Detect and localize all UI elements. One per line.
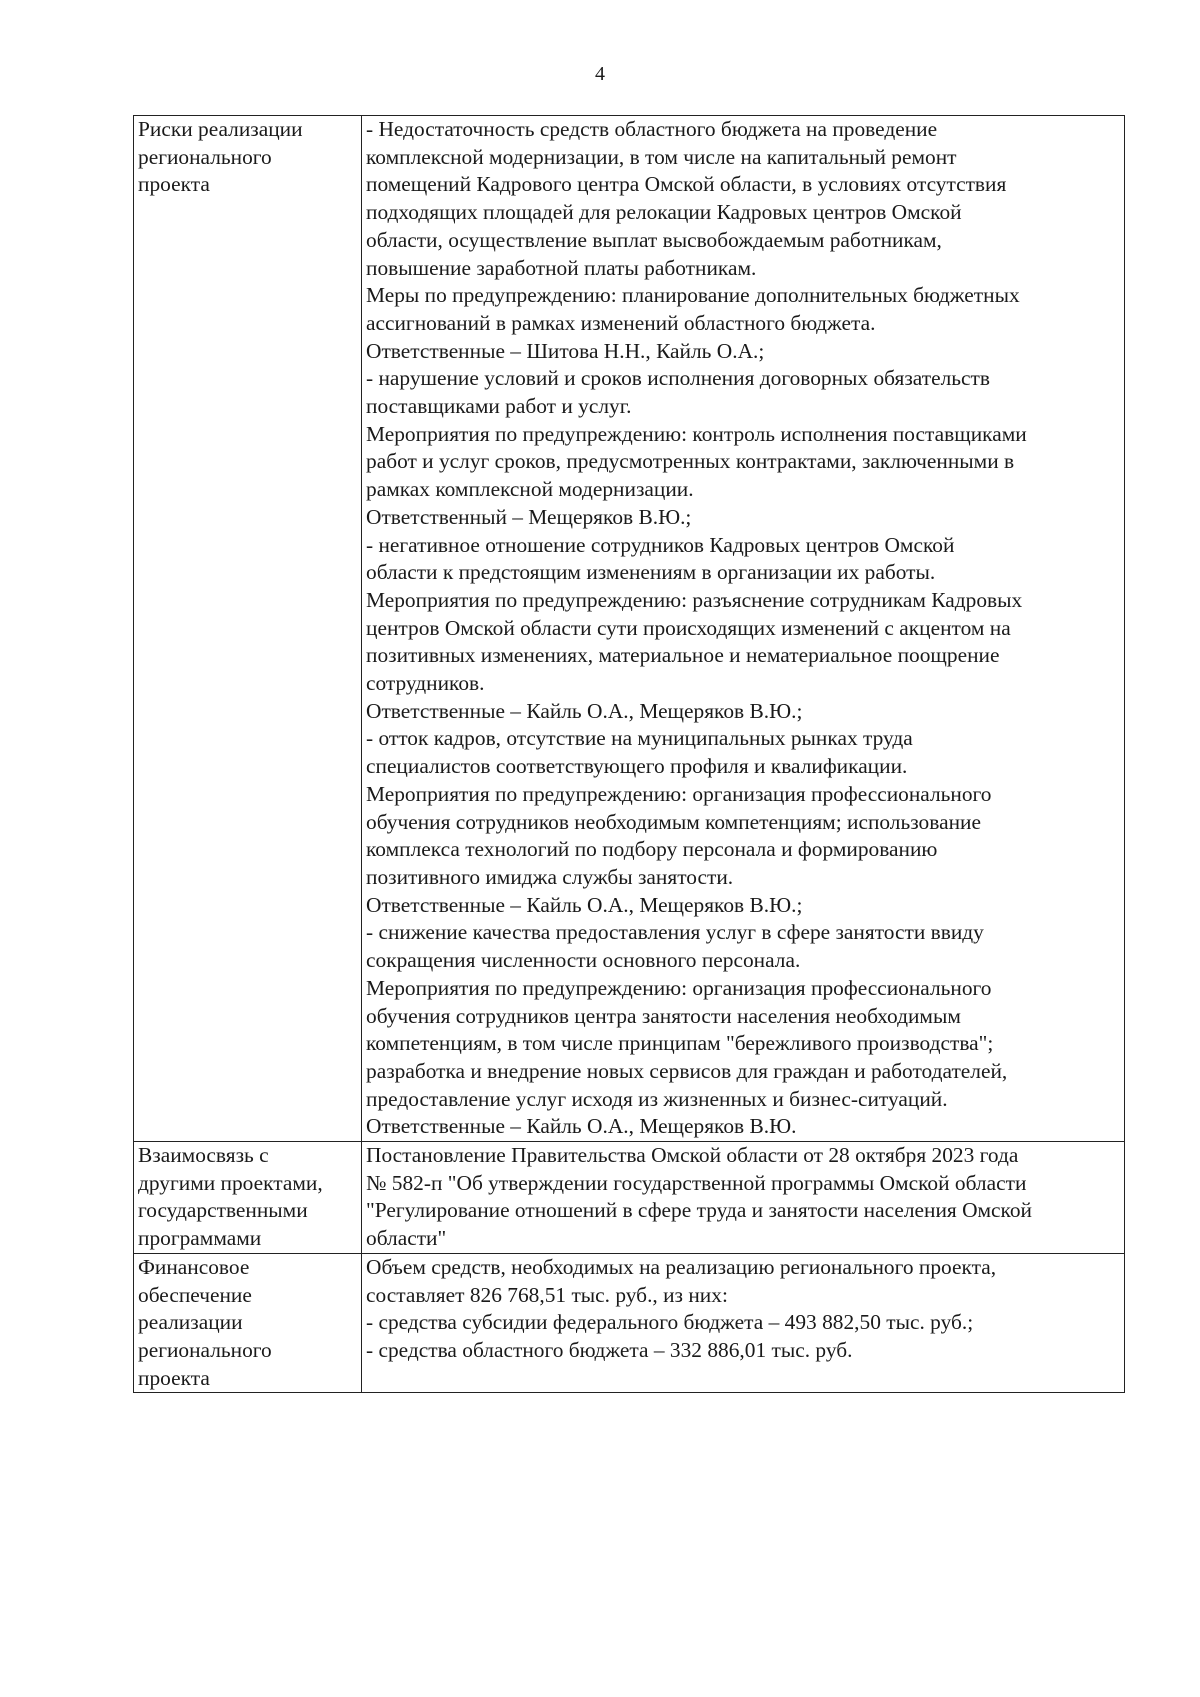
content-line: Меры по предупреждению: планирование дополнительных бюджетных — [366, 283, 1020, 308]
row-label-financing — [134, 1253, 362, 1393]
table-row-financing — [134, 1253, 1125, 1393]
label-line: регионального — [138, 144, 272, 169]
label-line: программами — [138, 1226, 262, 1251]
content-line: Ответственные – Кайль О.А., Мещеряков В.Ю.; — [366, 698, 803, 723]
content-line: сотрудников. — [366, 671, 485, 696]
content-line: обучения сотрудников центра занятости населения необходимым — [366, 1003, 961, 1028]
label-line: другими проектами, — [138, 1170, 323, 1195]
page-number: 4 — [595, 63, 605, 85]
content-line: ассигнований в рамках изменений областного бюджета. — [366, 310, 876, 335]
content-line: подходящих площадей для релокации Кадровых центров Омской — [366, 200, 962, 225]
content-line: области, осуществление выплат высвобождаемым работникам, — [366, 227, 942, 252]
content-line: работ и услуг сроков, предусмотренных контрактами, заключенными в — [366, 449, 1015, 474]
label-line: Финансовое — [138, 1254, 250, 1279]
content-line: специалистов соответствующего профиля и квалификации. — [366, 754, 908, 779]
content-line: компетенциям, в том числе принципам "бережливого производства"; — [366, 1031, 994, 1056]
content-line: помещений Кадрового центра Омской области, в условиях отсутствия — [366, 172, 1007, 197]
content-line: области" — [366, 1226, 447, 1251]
content-line: "Регулирование отношений в сфере труда и занятости населения Омской — [366, 1198, 1033, 1223]
content-line: позитивных изменениях, материальное и нематериальное поощрение — [366, 643, 1000, 668]
content-line: - средства областного бюджета – 332 886,01 тыс. руб. — [366, 1337, 853, 1362]
content-line: центров Омской области сути происходящих изменений с акцентом на — [366, 615, 1011, 640]
label-line: обеспечение — [138, 1282, 252, 1307]
label-line: проекта — [138, 172, 210, 197]
label-line: реализации — [138, 1310, 243, 1335]
content-line: Постановление Правительства Омской области от 28 октября 2023 года — [366, 1143, 1019, 1168]
label-line: государственными — [138, 1198, 308, 1223]
content-line: комплекса технологий по подбору персонала и формированию — [366, 837, 938, 862]
row-content-financing — [362, 1253, 1125, 1393]
project-passport-table — [133, 115, 1125, 1393]
content-line: сокращения численности основного персонала. — [366, 948, 801, 973]
content-line: обучения сотрудников необходимым компетенциям; использование — [366, 809, 981, 834]
content-line: комплексной модернизации, в том числе на капитальный ремонт — [366, 144, 957, 169]
label-line: Взаимосвязь с — [138, 1143, 269, 1168]
content-line: № 582-п "Об утверждении государственной программы Омской области — [366, 1170, 1027, 1195]
content-line: позитивного имиджа службы занятости. — [366, 864, 734, 889]
content-line: разработка и внедрение новых сервисов для граждан и работодателей, — [366, 1058, 1008, 1083]
row-content-risks — [362, 116, 1125, 1142]
row-content-links — [362, 1142, 1125, 1254]
row-label-risks — [134, 116, 362, 1142]
label-line: регионального — [138, 1337, 272, 1362]
label-line: проекта — [138, 1365, 210, 1390]
content-line: Ответственный – Мещеряков В.Ю.; — [366, 504, 692, 529]
content-line: области к предстоящим изменениям в организации их работы. — [366, 560, 936, 585]
content-line: Объем средств, необходимых на реализацию регионального проекта, — [366, 1254, 997, 1279]
content-line: Ответственные – Кайль О.А., Мещеряков В.Ю. — [366, 1114, 797, 1139]
content-line: Ответственные – Шитова Н.Н., Кайль О.А.; — [366, 338, 765, 363]
content-line: Мероприятия по предупреждению: разъяснение сотрудникам Кадровых — [366, 587, 1023, 612]
table-row-links — [134, 1142, 1125, 1254]
label-line: Риски реализации — [138, 117, 303, 141]
content-line: Мероприятия по предупреждению: организация профессионального — [366, 975, 992, 1000]
content-line: Мероприятия по предупреждению: контроль исполнения поставщиками — [366, 421, 1027, 446]
row-label-links — [134, 1142, 362, 1254]
table-row-risks — [134, 116, 1125, 1142]
content-line: - отток кадров, отсутствие на муниципальных рынках труда — [366, 726, 913, 751]
content-line: - нарушение условий и сроков исполнения договорных обязательств — [366, 366, 990, 391]
content-line: Ответственные – Кайль О.А., Мещеряков В.Ю.; — [366, 892, 803, 917]
content-line: - снижение качества предоставления услуг в сфере занятости ввиду — [366, 920, 984, 945]
content-line: - Недостаточность средств областного бюджета на проведение — [366, 117, 938, 141]
content-line: предоставление услуг исходя из жизненных и бизнес-ситуаций. — [366, 1086, 948, 1111]
content-line: повышение заработной платы работникам. — [366, 255, 757, 280]
content-line: - средства субсидии федерального бюджета – 493 882,50 тыс. руб.; — [366, 1310, 974, 1335]
content-line: составляет 826 768,51 тыс. руб., из них: — [366, 1282, 728, 1307]
content-line: - негативное отношение сотрудников Кадровых центров Омской — [366, 532, 955, 557]
content-line: рамках комплексной модернизации. — [366, 477, 694, 502]
content-line: Мероприятия по предупреждению: организация профессионального — [366, 781, 992, 806]
content-line: поставщиками работ и услуг. — [366, 394, 632, 419]
